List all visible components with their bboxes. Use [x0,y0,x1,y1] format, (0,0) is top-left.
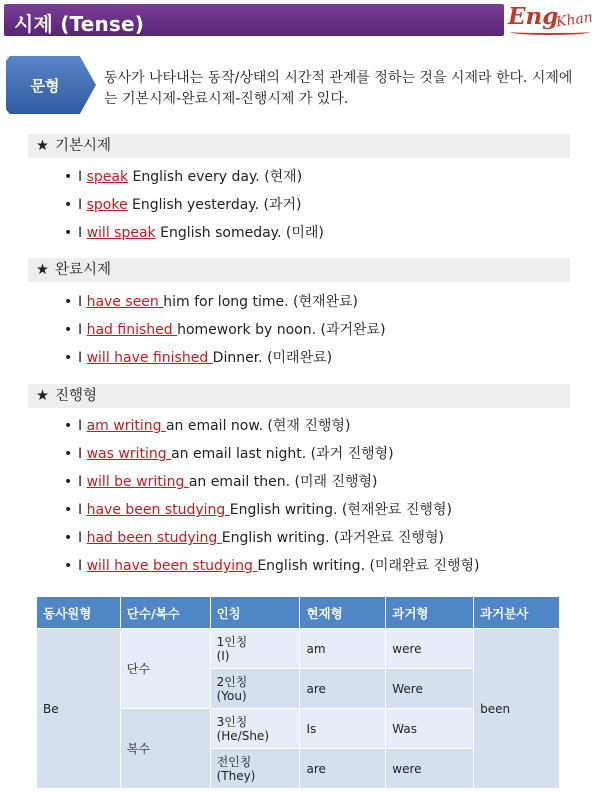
logo-tail-text: Khan [555,9,594,31]
section-title: 완료시제 [55,262,112,278]
bullet-icon: • [64,474,73,490]
base-form-cell: Be [37,629,121,789]
header-past-participle: 과거분사 [474,597,560,629]
item-rest: an email last night. (과거 진행형) [171,446,394,462]
person-english: (They) [216,768,256,783]
past-cell: were [386,749,474,789]
page-title: 시제 (Tense) [14,12,145,36]
verb-highlight: had been studying [86,530,222,546]
verb-highlight: have seen [86,294,164,310]
bullet-icon: • [64,502,73,518]
item-subject: I [78,197,87,213]
present-cell: are [300,669,386,709]
verb-highlight: have been studying [86,502,230,518]
section-title: 진행형 [55,388,98,404]
list-item [64,320,386,340]
item-rest: English writing. (과거완료 진행형) [221,530,444,546]
table-header-row [37,597,560,629]
present-cell: am [300,629,386,669]
bullet-icon: • [64,530,73,546]
person-english: (You) [216,688,247,703]
list-item [64,444,394,464]
star-icon: ★ [36,138,49,154]
header-number: 단수/복수 [120,597,210,629]
bullet-icon: • [64,294,73,310]
item-subject: I [78,530,87,546]
person-cell [210,709,300,749]
person-label: 1인칭 [216,634,248,649]
item-rest: Dinner. (미래완료) [212,350,333,366]
logo-swoosh [510,29,590,35]
star-icon: ★ [36,388,49,404]
item-subject: I [78,474,87,490]
intro-text: 동사가 나타내는 동작/상태의 시간적 관계를 정하는 것을 시제라 한다. 시제에는 기본시제-완료시제-진행시제 가 있다. [104,70,573,107]
table-row [37,629,560,669]
bullet-icon: • [64,225,73,241]
list-item [64,416,350,436]
bullet-icon: • [64,169,73,185]
item-subject: I [78,169,87,185]
person-english: (I) [216,648,230,663]
header-present: 현재형 [300,597,386,629]
logo-main-text: Eng [508,3,559,30]
item-subject: I [78,502,87,518]
person-cell [210,669,300,709]
list-item [64,556,480,576]
past-cell: Was [386,709,474,749]
verb-highlight: was writing [86,446,172,462]
be-conjugation-table [36,596,560,789]
section-perfect-tense [28,258,570,282]
verb-highlight: had finished [86,322,178,338]
item-subject: I [78,294,87,310]
section-progressive [28,384,570,408]
list-item [64,223,324,243]
item-rest: an email then. (미래 진행형) [188,474,378,490]
past-cell: were [386,629,474,669]
verb-highlight: will speak [86,225,156,241]
header-person: 인칭 [210,597,300,629]
badge-label: 문형 [30,77,60,95]
header-base-form: 동사원형 [37,597,121,629]
person-label: 3인칭 [216,714,248,729]
person-label: 전인칭 [216,754,252,769]
bullet-icon: • [64,322,73,338]
engkhan-logo [508,2,596,36]
plural-cell: 복수 [120,709,210,789]
item-rest: him for long time. (현재완료) [163,294,359,310]
past-cell: Were [386,669,474,709]
list-item [64,195,301,215]
verb-highlight: spoke [86,197,128,213]
item-subject: I [78,225,87,241]
section-title: 기본시제 [55,138,112,154]
item-rest: English every day. (현재) [128,169,303,185]
participle-cell: been [474,629,560,789]
item-subject: I [78,322,87,338]
star-icon: ★ [36,262,49,278]
item-rest: English writing. (현재완료 진행형) [229,502,452,518]
item-rest: English writing. (미래완료 진행형) [257,558,480,574]
item-subject: I [78,418,87,434]
verb-highlight: will have finished [86,350,213,366]
person-label: 2인칭 [216,674,248,689]
item-rest: homework by noon. (과거완료) [177,322,386,338]
pattern-badge [6,56,96,114]
list-item [64,472,378,492]
verb-highlight: speak [86,169,129,185]
person-cell [210,629,300,669]
item-subject: I [78,446,87,462]
verb-highlight: will be writing [86,474,189,490]
bullet-icon: • [64,446,73,462]
section-basic-tense [28,134,570,158]
list-item [64,500,452,520]
singular-cell: 단수 [120,629,210,709]
list-item [64,528,444,548]
item-subject: I [78,558,87,574]
header-past: 과거형 [386,597,474,629]
item-rest: English someday. (미래) [155,225,324,241]
verb-highlight: am writing [86,418,166,434]
bullet-icon: • [64,418,73,434]
title-bar [4,4,504,36]
item-subject: I [78,350,87,366]
person-cell [210,749,300,789]
bullet-icon: • [64,350,73,366]
present-cell: Is [300,709,386,749]
item-rest: an email now. (현재 진행형) [165,418,351,434]
item-rest: English yesterday. (과거) [127,197,302,213]
present-cell: are [300,749,386,789]
bullet-icon: • [64,197,73,213]
list-item [64,292,358,312]
list-item [64,348,332,368]
person-english: (He/She) [216,728,269,743]
list-item [64,167,302,187]
verb-highlight: will have been studying [86,558,258,574]
bullet-icon: • [64,558,73,574]
